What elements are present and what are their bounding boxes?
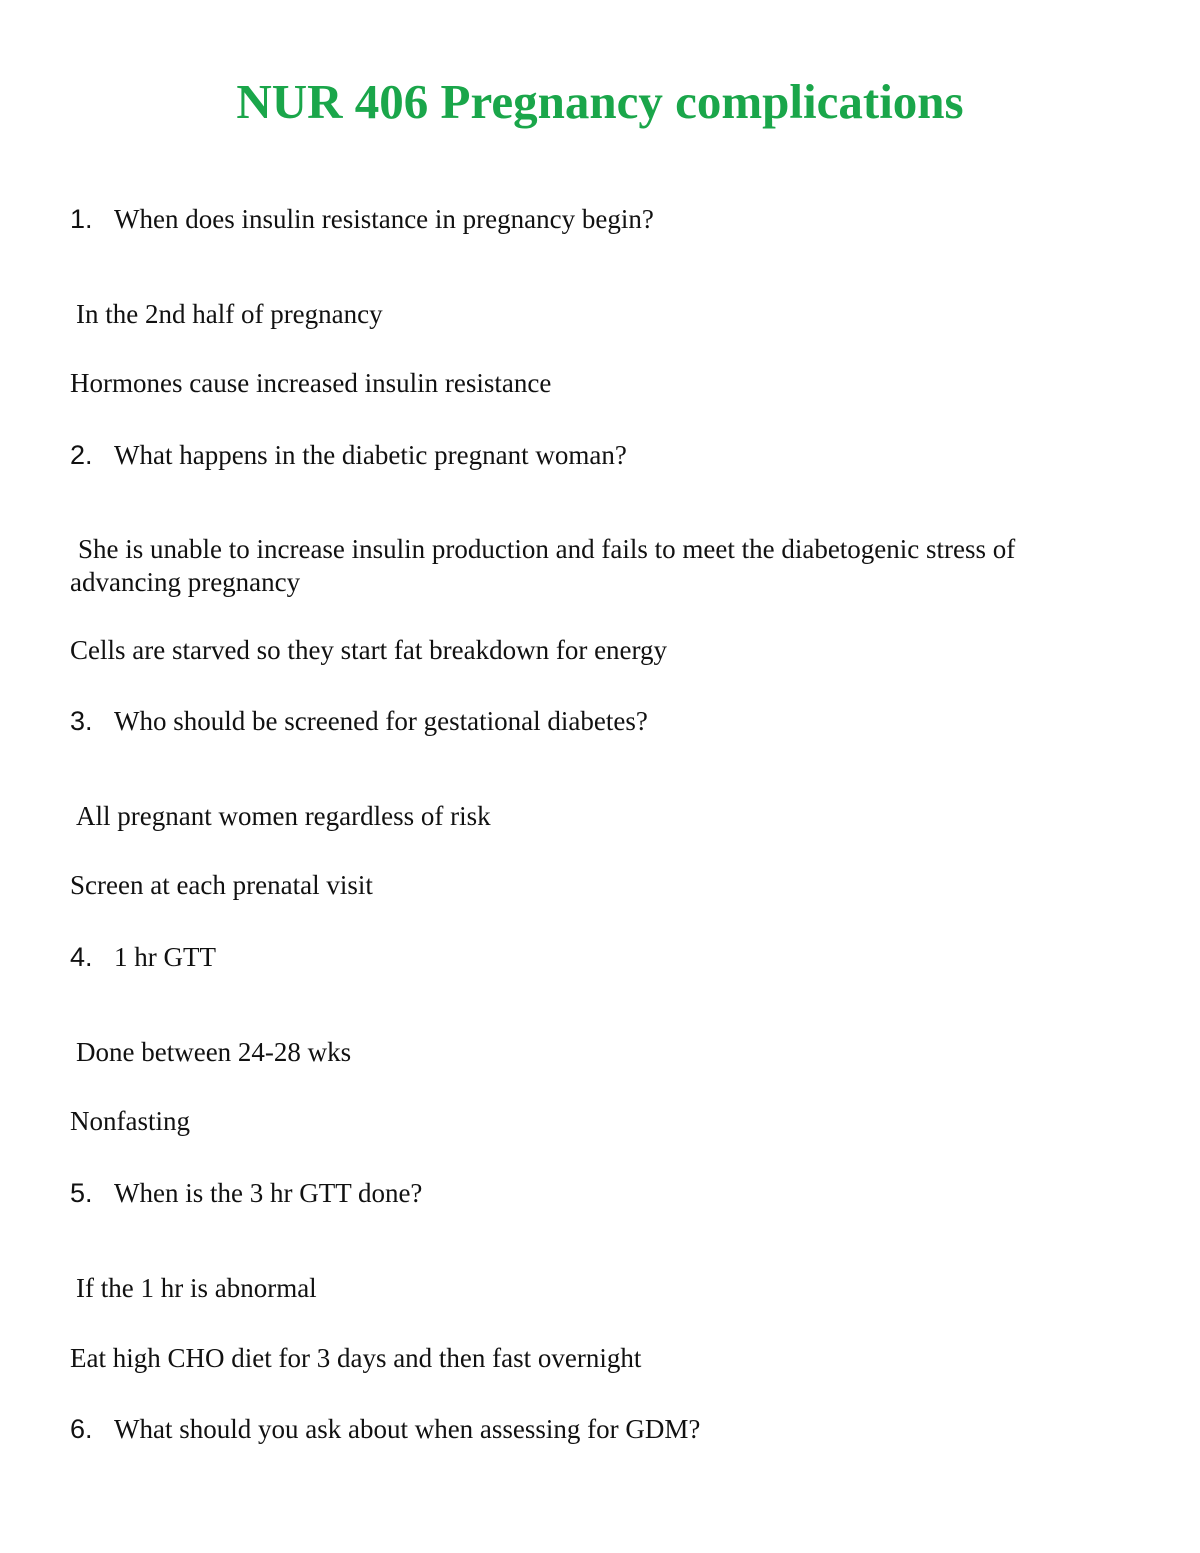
answer-5-1: If the 1 hr is abnormal bbox=[76, 1273, 317, 1303]
question-text: Who should be screened for gestational diabetes? bbox=[114, 706, 648, 736]
question-5 bbox=[70, 1177, 422, 1209]
answer-1-2: Hormones cause increased insulin resistance bbox=[70, 368, 552, 398]
page-title: NUR 406 Pregnancy complications bbox=[236, 74, 964, 129]
answer-2-1: She is unable to increase insulin production and fails to meet the diabetogenic stress of advancing pregnancy bbox=[70, 534, 1016, 597]
answer-3-1: All pregnant women regardless of risk bbox=[76, 801, 491, 831]
question-text: 1 hr GTT bbox=[114, 942, 216, 972]
question-text: When does insulin resistance in pregnancy begin? bbox=[114, 204, 654, 234]
question-text: What happens in the diabetic pregnant woman? bbox=[114, 440, 627, 470]
question-3 bbox=[70, 705, 648, 737]
question-4 bbox=[70, 941, 216, 973]
answer-3-2: Screen at each prenatal visit bbox=[70, 870, 373, 900]
question-number: 6. bbox=[70, 1414, 93, 1444]
question-number: 5. bbox=[70, 1178, 93, 1208]
question-number: 3. bbox=[70, 706, 93, 736]
question-number: 4. bbox=[70, 942, 93, 972]
question-number: 1. bbox=[70, 204, 93, 234]
question-number: 2. bbox=[70, 440, 93, 470]
question-text: When is the 3 hr GTT done? bbox=[114, 1178, 423, 1208]
question-2 bbox=[70, 439, 627, 471]
question-6 bbox=[70, 1413, 700, 1445]
answer-5-2: Eat high CHO diet for 3 days and then fast overnight bbox=[70, 1343, 642, 1373]
answer-1-1: In the 2nd half of pregnancy bbox=[76, 299, 383, 329]
answer-2-2: Cells are starved so they start fat breakdown for energy bbox=[70, 635, 668, 665]
question-1 bbox=[70, 203, 654, 235]
question-text: What should you ask about when assessing for GDM? bbox=[114, 1414, 701, 1444]
answer-4-1: Done between 24-28 wks bbox=[76, 1037, 352, 1067]
answer-4-2: Nonfasting bbox=[70, 1106, 190, 1136]
